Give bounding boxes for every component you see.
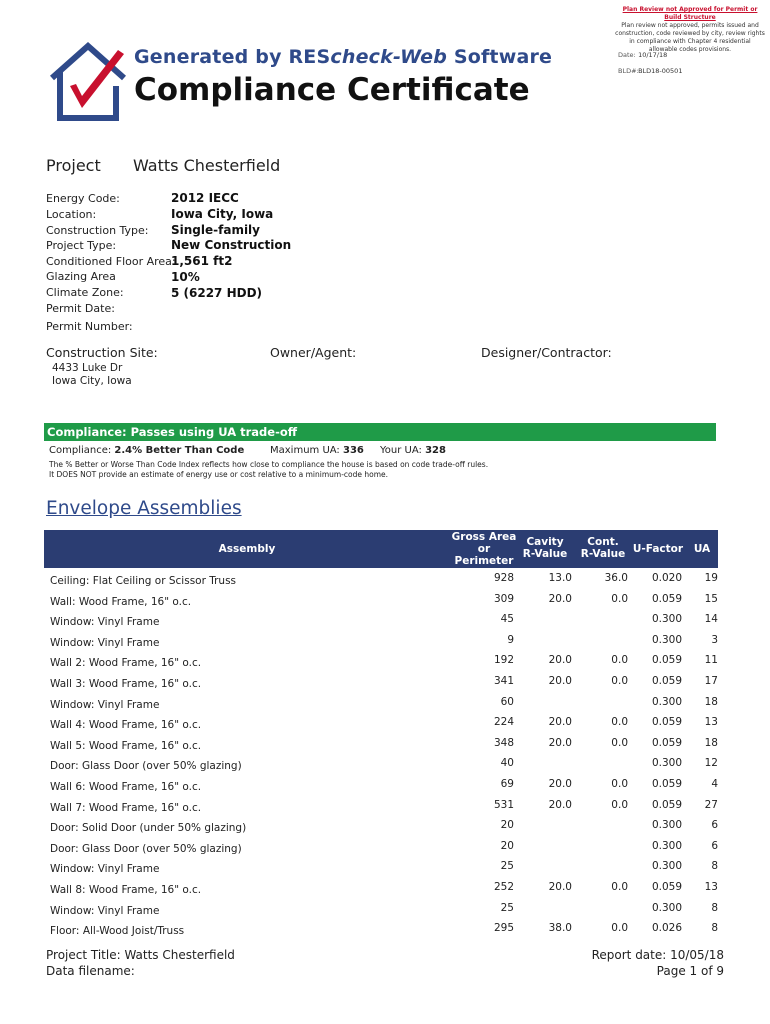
compliance-note-line2: It DOES NOT provide an estimate of energy use or cost relative to a minimum-code home. [49,469,389,479]
permit-number-label: Permit Number: [46,320,133,333]
footer-page-number: Page 1 of 9 [656,963,724,978]
ua-cell: 14 [704,613,718,626]
ua-cell: 27 [704,798,718,811]
gross-area-cell: 69 [500,778,514,790]
your-ua-label: Your UA: [380,445,422,456]
gross-area-cell: 60 [500,695,514,708]
owner-agent-label: Owner/Agent: [270,345,357,360]
cont-r-value-cell: 0.0 [611,654,628,667]
assembly-name-cell: Wall 3: Wood Frame, 16" o.c. [50,678,202,690]
gross-area-cell: 341 [493,675,514,687]
table-row [44,840,718,860]
cavity-r-value-cell: 13.0 [548,572,572,584]
col-assembly: Assembly [218,543,276,555]
construction-site-label: Construction Site: [46,345,158,360]
u-factor-cell: 0.059 [651,778,682,790]
construction-type-value: Single-family [171,223,260,237]
table-row [44,696,718,716]
u-factor-cell: 0.300 [651,901,682,914]
assembly-name-cell: Wall 5: Wood Frame, 16" o.c. [50,739,202,752]
stamp-date [618,51,667,59]
ua-cell: 13 [704,716,718,729]
u-factor-cell: 0.300 [651,860,682,873]
ua-cell: 15 [704,592,718,605]
u-factor-cell: 0.059 [651,798,682,811]
cavity-r-value-cell: 20.0 [548,654,572,667]
ua-cell: 8 [711,901,718,914]
u-factor-cell: 0.059 [651,675,682,687]
u-factor-cell: 0.300 [651,613,682,626]
compliance-note-line1: The % Better or Worse Than Code Index reflects how close to compliance the house is based on code trade-off rules. [49,460,489,469]
assembly-name-cell: Ceiling: Flat Ceiling or Scissor Truss [50,575,237,587]
table-row [44,572,718,592]
u-factor-cell: 0.026 [651,922,682,935]
plan-review-stamp [615,6,765,54]
assembly-name-cell: Door: Glass Door (over 50% glazing) [50,760,242,773]
stamp-date-value: 10/17/18 [638,51,668,59]
envelope-assemblies-heading: Envelope Assemblies [46,498,242,519]
footer-right [592,948,724,979]
table-row [44,799,718,819]
col-gross-l2: or [477,543,491,555]
u-factor-cell: 0.059 [651,736,682,749]
site-address-line2: Iowa City, Iowa [52,375,132,387]
compliance-label: Compliance: [49,445,112,456]
footer-data-filename: Data filename: [46,963,135,978]
ua-cell: 17 [704,675,718,687]
col-cont [574,536,632,560]
compliance-note [49,460,488,479]
cont-r-value-cell: 0.0 [611,592,628,605]
max-ua-value: 336 [343,445,364,456]
table-row [44,902,718,922]
u-factor-cell: 0.059 [651,881,682,893]
gross-area-cell: 20 [500,819,514,832]
site-address-line1: 4433 Luke Dr [52,362,123,374]
cont-r-value-cell: 36.0 [604,572,628,584]
assembly-name-cell: Wall 7: Wood Frame, 16" o.c. [50,801,202,814]
gross-area-cell: 25 [500,860,514,873]
table-row [44,757,718,777]
col-ufactor: U-Factor [632,543,684,555]
gross-area-cell: 192 [493,654,514,667]
gross-area-cell: 224 [493,716,514,729]
col-gross-area [448,531,520,567]
col-gross-l1: Gross Area [451,531,517,543]
table-row [44,716,718,736]
gross-area-cell: 531 [493,798,514,811]
gross-area-cell: 928 [493,572,514,584]
u-factor-cell: 0.300 [651,695,682,708]
assembly-name-cell: Window: Vinyl Frame [50,636,160,649]
generated-by-heading [134,46,552,68]
stamp-permit [618,67,682,75]
gross-area-cell: 45 [500,613,514,626]
footer-report-date: Report date: 10/05/18 [591,948,724,962]
gross-area-cell: 309 [493,592,514,605]
table-row [44,634,718,654]
ua-cell: 18 [704,695,718,708]
assembly-name-cell: Wall 6: Wood Frame, 16" o.c. [50,781,202,793]
ua-cell: 3 [711,633,718,646]
table-row [44,593,718,613]
stamp-body: Plan review not approved, permits issued and construction, code reviewed by city, review rights in compliance with Chapter 4 residential allowable codes provisions. [615,22,765,53]
cont-r-value-cell: 0.0 [611,716,628,729]
cont-r-value-cell: 0.0 [611,736,628,749]
cavity-r-value-cell: 20.0 [548,881,572,893]
u-factor-cell: 0.300 [651,633,682,646]
col-ua: UA [693,543,711,555]
gross-area-cell: 20 [500,839,514,852]
gross-area-cell: 348 [493,736,514,749]
project-type-label: Project Type: [46,239,117,252]
col-cavity-l2: R-Value [522,548,568,560]
col-cont-l2: R-Value [580,548,626,560]
stamp-title: Plan Review not Approved for Permit or Build Structure [622,6,758,21]
generated-suffix: Software [447,46,553,68]
cavity-r-value-cell: 20.0 [548,716,572,729]
assembly-name-cell: Door: Glass Door (over 50% glazing) [50,842,242,855]
generated-prefix: Generated by RES [134,46,331,68]
cavity-r-value-cell: 20.0 [548,592,572,605]
footer-left [46,948,235,979]
cavity-r-value-cell: 38.0 [548,922,572,935]
u-factor-cell: 0.059 [651,716,682,729]
assembly-name-cell: Wall: Wood Frame, 16" o.c. [50,595,192,608]
stamp-permit-value: BLD18-00501 [638,67,683,75]
gross-area-cell: 295 [493,922,514,935]
location-value: Iowa City, Iowa [171,207,274,221]
your-ua [380,445,446,456]
cont-r-value-cell: 0.0 [611,798,628,811]
permit-date-label: Permit Date: [46,302,115,315]
climate-zone-value: 5 (6227 HDD) [171,286,263,300]
col-cavity-l1: Cavity [526,536,564,548]
gross-area-cell: 9 [507,633,514,646]
assembly-name-cell: Wall 4: Wood Frame, 16" o.c. [50,719,202,732]
project-label: Project [46,156,101,175]
page-title: Compliance Certificate [134,72,530,108]
table-row [44,778,718,798]
glazing-area-label: Glazing Area [46,270,116,283]
cont-r-value-cell: 0.0 [611,778,628,790]
cont-r-value-cell: 0.0 [611,881,628,893]
climate-zone-label: Climate Zone: [46,286,124,299]
assembly-name-cell: Window: Vinyl Frame [50,616,160,629]
cont-r-value-cell: 0.0 [611,675,628,687]
construction-type-label: Construction Type: [46,224,149,237]
gross-area-cell: 40 [500,757,514,770]
ua-cell: 13 [704,881,718,893]
table-row [44,737,718,757]
compliance-summary [49,445,244,456]
max-ua-label: Maximum UA: [270,445,340,456]
ua-cell: 4 [711,778,718,790]
assembly-name-cell: Window: Vinyl Frame [50,863,160,876]
ua-cell: 8 [711,922,718,935]
glazing-area-value: 10% [171,270,200,284]
designer-contractor-label: Designer/Contractor: [481,345,612,360]
u-factor-cell: 0.300 [651,757,682,770]
floor-area-label: Conditioned Floor Area: [46,255,176,268]
cavity-r-value-cell: 20.0 [548,675,572,687]
site-address [52,362,132,388]
table-row [44,613,718,633]
assembly-name-cell: Window: Vinyl Frame [50,698,160,711]
project-type-value: New Construction [171,238,292,252]
stamp-permit-label: BLD#: [618,67,639,75]
ua-cell: 6 [711,839,718,852]
gross-area-cell: 25 [500,901,514,914]
cavity-r-value-cell: 20.0 [548,778,572,790]
generated-italic: check-Web [330,46,448,68]
u-factor-cell: 0.300 [651,839,682,852]
table-row [44,819,718,839]
u-factor-cell: 0.059 [651,654,682,667]
table-row [44,922,718,942]
max-ua [270,445,364,456]
cavity-r-value-cell: 20.0 [548,798,572,811]
compliance-value: 2.4% Better Than Code [114,445,245,456]
ua-cell: 11 [704,654,718,667]
location-label: Location: [46,208,97,221]
u-factor-cell: 0.059 [651,592,682,605]
u-factor-cell: 0.300 [651,819,682,832]
assembly-name-cell: Wall 2: Wood Frame, 16" o.c. [50,657,202,670]
ua-cell: 8 [711,860,718,873]
col-cont-l1: Cont. [587,536,619,548]
assembly-name-cell: Door: Solid Door (under 50% glazing) [50,822,247,835]
assembly-name-cell: Wall 8: Wood Frame, 16" o.c. [50,884,202,896]
ua-cell: 18 [704,736,718,749]
table-row [44,654,718,674]
energy-code-label: Energy Code: [46,192,120,205]
table-row [44,881,718,901]
gross-area-cell: 252 [493,881,514,893]
house-check-logo [48,40,128,122]
compliance-banner: Compliance: Passes using UA trade-off [44,423,716,441]
assembly-name-cell: Window: Vinyl Frame [50,904,160,917]
energy-code-value: 2012 IECC [171,191,239,205]
table-row [44,675,718,695]
table-header [44,530,718,568]
assembly-name-cell: Floor: All-Wood Joist/Truss [50,925,185,938]
project-name: Watts Chesterfield [133,156,281,175]
ua-cell: 19 [704,572,718,584]
u-factor-cell: 0.020 [651,572,682,584]
your-ua-value: 328 [425,445,446,456]
stamp-date-label: Date: [618,51,636,59]
cavity-r-value-cell: 20.0 [548,736,572,749]
table-row [44,860,718,880]
floor-area-value: 1,561 ft2 [171,254,233,268]
col-gross-l3: Perimeter [454,555,514,567]
ua-cell: 12 [704,757,718,770]
cont-r-value-cell: 0.0 [611,922,628,935]
col-cavity [516,536,574,560]
ua-cell: 6 [711,819,718,832]
footer-project-title: Project Title: Watts Chesterfield [46,948,235,962]
